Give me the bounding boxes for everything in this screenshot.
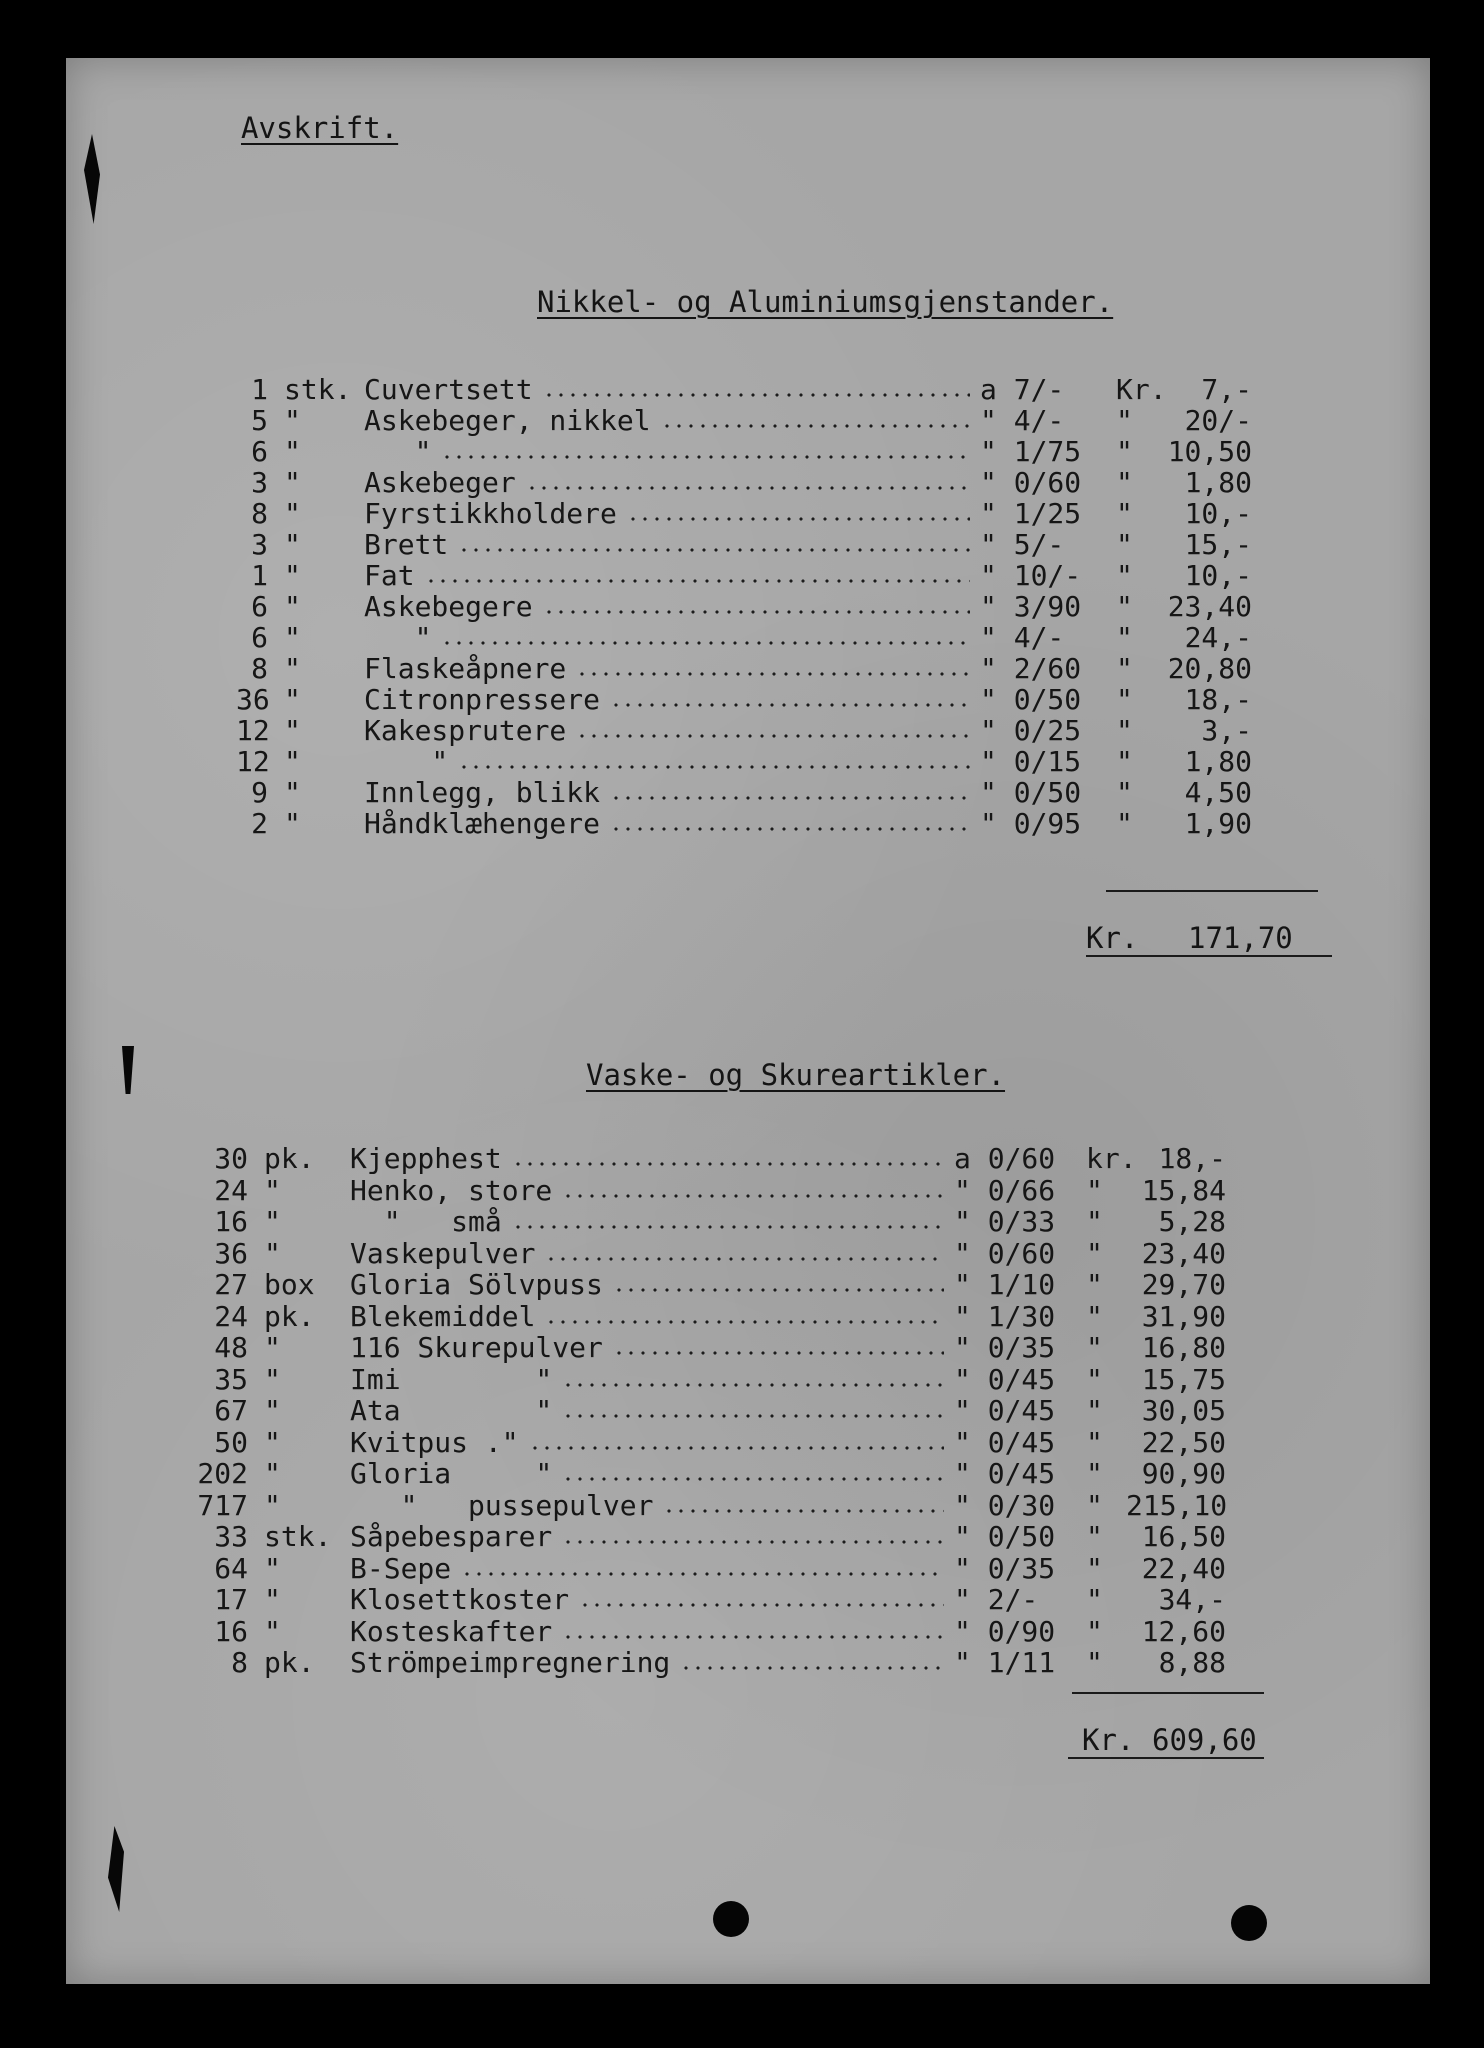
header-label: Avskrift. bbox=[241, 111, 399, 145]
item-amount: 10,50 bbox=[1167, 435, 1252, 468]
item-currency: " bbox=[1086, 1551, 1103, 1585]
item-unit: " bbox=[264, 1425, 281, 1459]
item-unit-price: a 7/- bbox=[980, 373, 1065, 406]
item-currency: " bbox=[1086, 1299, 1103, 1333]
item-unit-price: " 10/- bbox=[980, 559, 1082, 592]
dot-leader bbox=[661, 424, 970, 428]
section1-total-label: Kr. bbox=[1086, 921, 1139, 955]
item-quantity: 17 bbox=[214, 1583, 248, 1616]
item-description: B-Sepe bbox=[350, 1551, 452, 1585]
table-row bbox=[236, 497, 1316, 528]
dot-leader bbox=[610, 703, 970, 707]
item-quantity: 30 bbox=[214, 1142, 248, 1175]
item-amount: 31,90 bbox=[1141, 1299, 1226, 1333]
item-description: Vaskepulver bbox=[350, 1236, 536, 1270]
dot-leader bbox=[562, 1194, 944, 1198]
item-quantity: 8 bbox=[251, 652, 268, 685]
dot-leader bbox=[613, 1288, 944, 1292]
section2-total-value: 609,60 bbox=[1152, 1723, 1257, 1757]
item-currency: " bbox=[1116, 404, 1133, 437]
item-amount: 20/- bbox=[1184, 404, 1252, 437]
item-unit-price: " 0/35 bbox=[954, 1331, 1056, 1364]
item-description: Gloria " bbox=[350, 1457, 553, 1490]
item-quantity: 3 bbox=[251, 466, 268, 499]
item-currency: " bbox=[1086, 1268, 1103, 1301]
item-amount: 29,70 bbox=[1141, 1268, 1226, 1301]
item-currency: " bbox=[1086, 1457, 1103, 1490]
item-currency: " bbox=[1116, 497, 1133, 530]
table-row bbox=[190, 1174, 1270, 1205]
item-unit: " bbox=[284, 559, 301, 592]
item-unit: pk. bbox=[264, 1646, 315, 1679]
item-quantity: 6 bbox=[251, 590, 268, 623]
item-unit-price: " 3/90 bbox=[980, 590, 1082, 623]
item-amount: 16,80 bbox=[1141, 1331, 1226, 1364]
item-amount: 10,- bbox=[1184, 497, 1252, 530]
item-unit: " bbox=[284, 435, 301, 468]
item-unit: " bbox=[264, 1488, 281, 1522]
table-row bbox=[236, 776, 1316, 807]
table-row bbox=[190, 1394, 1270, 1425]
item-quantity: 717 bbox=[197, 1488, 248, 1522]
table-row bbox=[236, 652, 1316, 683]
item-unit-price: " 1/11 bbox=[954, 1646, 1056, 1679]
dot-leader bbox=[562, 1414, 944, 1418]
table-row bbox=[236, 745, 1316, 776]
item-unit-price: " 5/- bbox=[980, 528, 1065, 561]
item-description: Brett bbox=[364, 528, 449, 561]
item-description: Askebegere bbox=[364, 590, 533, 623]
dot-leader bbox=[545, 1257, 944, 1261]
section1-total-value: 171,70 bbox=[1188, 921, 1293, 955]
section-title-vaske: Vaske- og Skureartikler. bbox=[586, 1058, 1006, 1092]
item-unit-price: " 0/90 bbox=[954, 1614, 1056, 1648]
item-quantity: 3 bbox=[251, 528, 268, 561]
table-row bbox=[236, 528, 1316, 559]
item-currency: Kr. bbox=[1116, 373, 1167, 406]
item-quantity: 67 bbox=[214, 1394, 248, 1427]
dot-leader bbox=[441, 641, 970, 645]
item-currency: " bbox=[1086, 1614, 1103, 1648]
item-unit-price: " 0/45 bbox=[954, 1425, 1056, 1459]
section2-sum-rule bbox=[1072, 1692, 1264, 1694]
item-amount: 15,75 bbox=[1141, 1362, 1226, 1396]
dot-leader bbox=[512, 1162, 944, 1166]
item-quantity: 50 bbox=[214, 1425, 248, 1459]
item-description: " bbox=[364, 745, 449, 778]
item-currency: " bbox=[1116, 435, 1133, 468]
item-description: Askebeger, nikkel bbox=[364, 404, 651, 437]
dot-leader bbox=[461, 1572, 944, 1576]
item-currency: " bbox=[1116, 652, 1133, 685]
table-row bbox=[236, 466, 1316, 497]
item-amount: 18,- bbox=[1158, 1142, 1226, 1175]
item-unit: pk. bbox=[264, 1299, 315, 1333]
item-quantity: 6 bbox=[251, 621, 268, 654]
item-unit: " bbox=[284, 590, 301, 623]
table-row bbox=[236, 404, 1316, 435]
item-quantity: 16 bbox=[214, 1205, 248, 1238]
item-amount: 30,05 bbox=[1141, 1394, 1226, 1427]
item-quantity: 35 bbox=[214, 1362, 248, 1396]
item-description: " bbox=[364, 435, 432, 468]
item-unit: " bbox=[284, 683, 301, 716]
item-amount: 1,80 bbox=[1184, 745, 1252, 778]
item-unit: " bbox=[264, 1551, 281, 1585]
dot-leader bbox=[576, 734, 970, 738]
item-unit-price: " 0/60 bbox=[980, 466, 1082, 499]
table-row bbox=[236, 435, 1316, 466]
item-unit-price: " 0/15 bbox=[980, 745, 1082, 778]
item-amount: 4,50 bbox=[1184, 776, 1252, 809]
dot-leader bbox=[562, 1635, 944, 1639]
item-amount: 24,- bbox=[1184, 621, 1252, 654]
item-currency: " bbox=[1116, 559, 1133, 592]
table-row bbox=[190, 1646, 1270, 1677]
item-amount: 23,40 bbox=[1167, 590, 1252, 623]
item-description: Kakesprutere bbox=[364, 714, 567, 747]
section1-sum-rule bbox=[1106, 890, 1318, 892]
item-amount: 22,50 bbox=[1141, 1425, 1226, 1459]
item-amount: 18,- bbox=[1184, 683, 1252, 716]
dot-leader bbox=[526, 486, 970, 490]
item-unit: " bbox=[264, 1614, 281, 1648]
item-unit: " bbox=[284, 714, 301, 747]
item-currency: " bbox=[1116, 621, 1133, 654]
table-row bbox=[236, 621, 1316, 652]
table-row bbox=[190, 1363, 1270, 1394]
item-description: Imi " bbox=[350, 1362, 553, 1396]
item-unit-price: " 1/75 bbox=[980, 435, 1082, 468]
dot-leader bbox=[425, 579, 970, 583]
item-description: Strömpeimpregnering bbox=[350, 1646, 671, 1679]
item-unit: pk. bbox=[264, 1142, 315, 1175]
item-unit: " bbox=[284, 776, 301, 809]
item-description: Gloria Sölvpuss bbox=[350, 1268, 603, 1301]
item-currency: " bbox=[1086, 1394, 1103, 1427]
item-description: " bbox=[364, 621, 432, 654]
dot-leader bbox=[613, 1351, 944, 1355]
item-description: " pussepulver bbox=[350, 1488, 654, 1522]
punch-hole-right bbox=[1231, 1905, 1267, 1941]
item-description: Fat bbox=[364, 559, 415, 592]
table-row bbox=[190, 1237, 1270, 1268]
item-unit: stk. bbox=[284, 373, 352, 406]
table-row bbox=[236, 590, 1316, 621]
item-quantity: 27 bbox=[214, 1268, 248, 1301]
table-row bbox=[190, 1142, 1270, 1173]
item-unit: " bbox=[264, 1362, 281, 1396]
item-amount: 20,80 bbox=[1167, 652, 1252, 685]
dot-leader bbox=[663, 1509, 944, 1513]
table-row bbox=[190, 1615, 1270, 1646]
item-unit-price: " 2/- bbox=[954, 1583, 1039, 1616]
item-quantity: 202 bbox=[197, 1457, 248, 1490]
item-unit-price: " 1/30 bbox=[954, 1299, 1056, 1333]
item-unit: stk. bbox=[264, 1520, 332, 1553]
item-description: Flaskeåpnere bbox=[364, 652, 567, 685]
item-quantity: 1 bbox=[251, 559, 268, 592]
item-unit-price: " 0/66 bbox=[954, 1173, 1056, 1207]
item-amount: 10,- bbox=[1184, 559, 1252, 592]
item-description: 116 Skurepulver bbox=[350, 1331, 603, 1364]
dot-leader bbox=[529, 1446, 944, 1450]
table-row bbox=[236, 683, 1316, 714]
item-description: " små bbox=[350, 1205, 502, 1238]
item-unit-price: " 0/30 bbox=[954, 1488, 1056, 1522]
section2-total-underline bbox=[1068, 1757, 1264, 1759]
dot-leader bbox=[441, 455, 970, 459]
item-unit-price: " 4/- bbox=[980, 404, 1065, 437]
item-description: Citronpressere bbox=[364, 683, 601, 716]
dot-leader bbox=[543, 610, 970, 614]
item-amount: 23,40 bbox=[1141, 1236, 1226, 1270]
item-quantity: 9 bbox=[251, 776, 268, 809]
dot-leader bbox=[562, 1477, 944, 1481]
item-description: Klosettkoster bbox=[350, 1583, 570, 1616]
item-amount: 8,88 bbox=[1158, 1646, 1226, 1679]
item-unit: " bbox=[284, 404, 301, 437]
item-description: Ata " bbox=[350, 1394, 553, 1427]
item-amount: 5,28 bbox=[1158, 1205, 1226, 1238]
item-currency: " bbox=[1086, 1646, 1103, 1679]
item-unit-price: " 0/33 bbox=[954, 1205, 1056, 1238]
item-unit: " bbox=[284, 528, 301, 561]
table-row bbox=[190, 1583, 1270, 1614]
item-quantity: 5 bbox=[251, 404, 268, 437]
table-row bbox=[190, 1300, 1270, 1331]
dot-leader bbox=[576, 672, 970, 676]
item-currency: " bbox=[1086, 1362, 1103, 1396]
item-amount: 15,84 bbox=[1141, 1173, 1226, 1207]
item-unit-price: " 0/60 bbox=[954, 1236, 1056, 1270]
table-row bbox=[190, 1268, 1270, 1299]
table-row bbox=[190, 1457, 1270, 1488]
item-unit: " bbox=[264, 1583, 281, 1616]
item-amount: 16,50 bbox=[1141, 1520, 1226, 1553]
item-quantity: 36 bbox=[236, 683, 270, 716]
item-currency: " bbox=[1086, 1173, 1103, 1207]
section-title-nikkel: Nikkel- og Aluminiumsgjenstander. bbox=[537, 285, 1114, 319]
item-quantity: 1 bbox=[251, 373, 268, 406]
table-row bbox=[236, 373, 1316, 404]
item-currency: " bbox=[1086, 1520, 1103, 1553]
item-unit-price: " 0/45 bbox=[954, 1362, 1056, 1396]
item-quantity: 24 bbox=[214, 1173, 248, 1207]
section2-total-label: Kr. bbox=[1082, 1723, 1135, 1757]
item-amount: 1,90 bbox=[1184, 807, 1252, 840]
item-unit-price: " 2/60 bbox=[980, 652, 1082, 685]
item-unit: " bbox=[264, 1394, 281, 1427]
dot-leader bbox=[545, 1320, 944, 1324]
item-unit: " bbox=[264, 1331, 281, 1364]
table-row bbox=[236, 714, 1316, 745]
table-row bbox=[236, 559, 1316, 590]
section1-total-underline bbox=[1086, 955, 1332, 957]
item-quantity: 8 bbox=[251, 497, 268, 530]
item-amount: 1,80 bbox=[1184, 466, 1252, 499]
item-quantity: 12 bbox=[236, 714, 270, 747]
item-quantity: 36 bbox=[214, 1236, 248, 1270]
item-unit: " bbox=[284, 621, 301, 654]
item-quantity: 8 bbox=[231, 1646, 248, 1679]
item-currency: " bbox=[1116, 745, 1133, 778]
item-currency: " bbox=[1116, 528, 1133, 561]
item-quantity: 12 bbox=[236, 745, 270, 778]
item-description: Kjepphest bbox=[350, 1142, 502, 1175]
table-row bbox=[190, 1426, 1270, 1457]
dot-leader bbox=[458, 548, 970, 552]
item-currency: " bbox=[1116, 776, 1133, 809]
item-description: Kvitpus ." bbox=[350, 1425, 519, 1459]
table-row bbox=[236, 807, 1316, 838]
item-currency: " bbox=[1086, 1236, 1103, 1270]
dot-leader bbox=[610, 827, 970, 831]
dot-leader bbox=[562, 1540, 944, 1544]
dot-leader bbox=[458, 765, 970, 769]
dot-leader bbox=[680, 1666, 944, 1670]
item-currency: " bbox=[1116, 466, 1133, 499]
dot-leader bbox=[610, 796, 970, 800]
table-row bbox=[190, 1331, 1270, 1362]
item-currency: " bbox=[1086, 1583, 1103, 1616]
item-currency: " bbox=[1086, 1205, 1103, 1238]
item-currency: " bbox=[1116, 807, 1133, 840]
item-quantity: 48 bbox=[214, 1331, 248, 1364]
item-unit: " bbox=[264, 1236, 281, 1270]
item-unit: " bbox=[264, 1205, 281, 1238]
document-sheet bbox=[66, 58, 1430, 1984]
item-amount: 90,90 bbox=[1141, 1457, 1226, 1490]
item-currency: " bbox=[1116, 590, 1133, 623]
item-quantity: 6 bbox=[251, 435, 268, 468]
item-unit: box bbox=[264, 1268, 315, 1301]
item-unit: " bbox=[284, 497, 301, 530]
table-row bbox=[190, 1489, 1270, 1520]
dot-leader bbox=[579, 1603, 944, 1607]
item-description: Blekemiddel bbox=[350, 1299, 536, 1333]
item-unit: " bbox=[284, 807, 301, 840]
item-unit-price: " 4/- bbox=[980, 621, 1065, 654]
item-currency: " bbox=[1116, 683, 1133, 716]
item-amount: 12,60 bbox=[1141, 1614, 1226, 1648]
item-unit-price: " 0/95 bbox=[980, 807, 1082, 840]
item-unit: " bbox=[284, 652, 301, 685]
item-amount: 3,- bbox=[1201, 714, 1252, 747]
item-description: Askebeger bbox=[364, 466, 516, 499]
item-unit-price: " 0/50 bbox=[980, 776, 1082, 809]
item-description: Håndklæhengere bbox=[364, 807, 601, 840]
item-description: Fyrstikkholdere bbox=[364, 497, 617, 530]
item-quantity: 16 bbox=[214, 1614, 248, 1648]
item-amount: 22,40 bbox=[1141, 1551, 1226, 1585]
item-description: Henko, store bbox=[350, 1173, 553, 1207]
item-amount: 7,- bbox=[1201, 373, 1252, 406]
item-unit: " bbox=[284, 745, 301, 778]
table-row bbox=[190, 1205, 1270, 1236]
item-unit: " bbox=[264, 1173, 281, 1207]
item-description: Innlegg, blikk bbox=[364, 776, 601, 809]
item-amount: 34,- bbox=[1158, 1583, 1226, 1616]
punch-hole-left bbox=[713, 1901, 749, 1937]
item-unit-price: " 0/35 bbox=[954, 1551, 1056, 1585]
dot-leader bbox=[543, 393, 970, 397]
item-unit-price: " 0/45 bbox=[954, 1457, 1056, 1490]
dot-leader bbox=[627, 517, 970, 521]
item-currency: " bbox=[1116, 714, 1133, 747]
item-unit-price: " 0/45 bbox=[954, 1394, 1056, 1427]
item-quantity: 2 bbox=[251, 807, 268, 840]
item-unit-price: " 0/50 bbox=[980, 683, 1082, 716]
item-quantity: 64 bbox=[214, 1551, 248, 1585]
dot-leader bbox=[512, 1225, 944, 1229]
item-unit: " bbox=[264, 1457, 281, 1490]
item-currency: " bbox=[1086, 1488, 1103, 1522]
item-unit-price: " 1/25 bbox=[980, 497, 1082, 530]
item-unit: " bbox=[284, 466, 301, 499]
item-amount: 215,10 bbox=[1126, 1488, 1228, 1522]
dot-leader bbox=[562, 1383, 944, 1387]
item-description: Såpebesparer bbox=[350, 1520, 553, 1553]
item-amount: 15,- bbox=[1184, 528, 1252, 561]
item-description: Cuvertsett bbox=[364, 373, 533, 406]
item-currency: " bbox=[1086, 1331, 1103, 1364]
item-description: Kosteskafter bbox=[350, 1614, 553, 1648]
item-unit-price: a 0/60 bbox=[954, 1142, 1056, 1175]
item-unit-price: " 0/50 bbox=[954, 1520, 1056, 1553]
item-currency: kr. bbox=[1086, 1142, 1137, 1175]
table-row bbox=[190, 1520, 1270, 1551]
item-currency: " bbox=[1086, 1425, 1103, 1459]
item-quantity: 24 bbox=[214, 1299, 248, 1333]
item-unit-price: " 1/10 bbox=[954, 1268, 1056, 1301]
item-unit-price: " 0/25 bbox=[980, 714, 1082, 747]
item-quantity: 33 bbox=[214, 1520, 248, 1553]
table-row bbox=[190, 1552, 1270, 1583]
